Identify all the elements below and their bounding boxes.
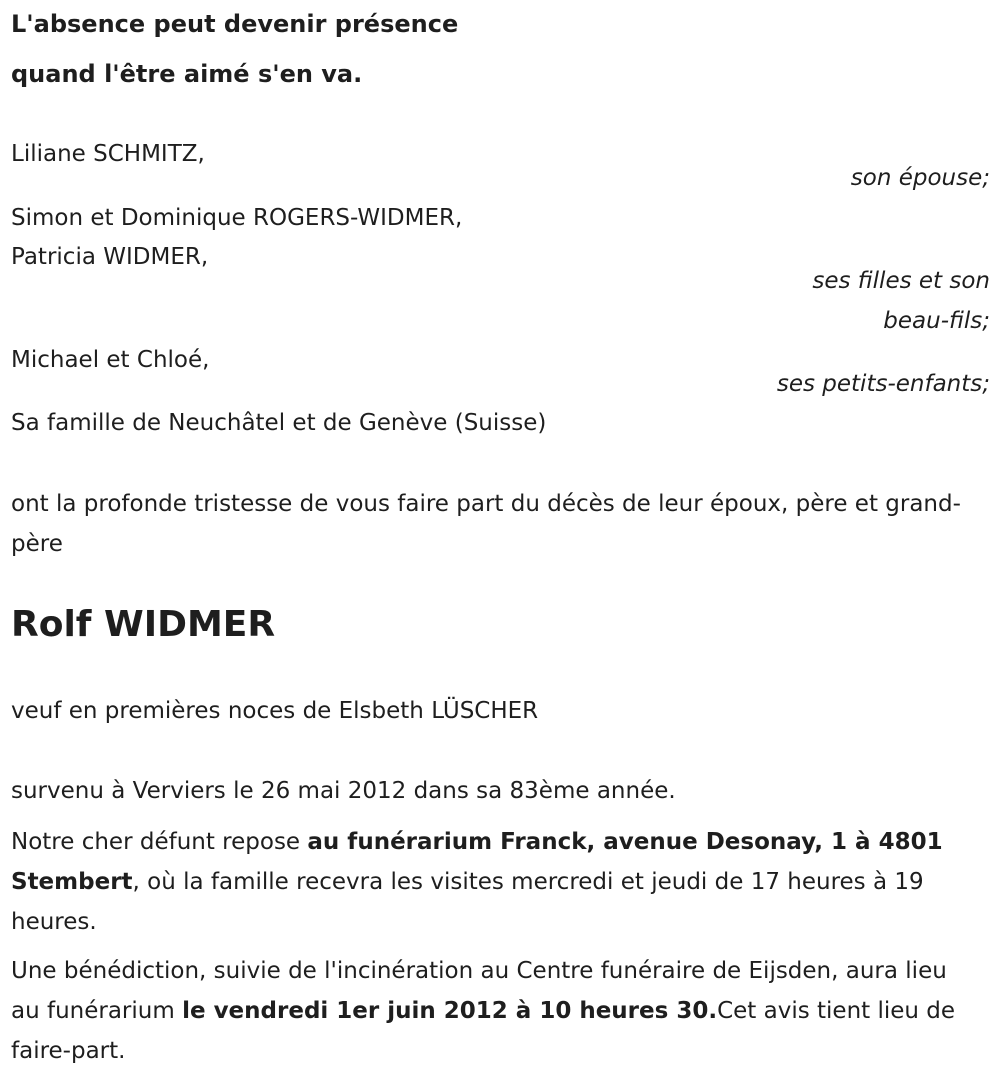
ceremony-date: le vendredi 1er juin 2012 à 10 heures 30. [182, 998, 718, 1024]
announcement: ont la profonde tristesse de vous faire part du décès de leur époux, père et grand-père [11, 491, 961, 557]
rest-prefix: Notre cher défunt repose [11, 829, 308, 855]
daughter-2: Patricia WIDMER, [11, 244, 209, 270]
rest-location: au funérarium Franck, avenue Desonay, 1 à 4801 Stembert [11, 829, 943, 895]
ceremony-suffix: Cet avis tient lieu de faire-part. [11, 998, 956, 1064]
daughters-role-line-1: ses filles et son [812, 268, 990, 294]
rest-suffix: , où la famille recevra les visites mercredi et jeudi de 17 heures à 19 heures. [11, 869, 924, 935]
deceased-name: Rolf WIDMER [11, 604, 276, 645]
daughters-role-line-2: beau-fils; [883, 308, 990, 334]
daughter-1: Simon et Dominique ROGERS-WIDMER, [11, 205, 463, 231]
death-info: survenu à Verviers le 26 mai 2012 dans sa 83ème année. [11, 778, 676, 804]
ceremony-paragraph [11, 951, 971, 1071]
spouse-role: son épouse; [850, 165, 990, 191]
verse-line-2: quand l'être aimé s'en va. [11, 60, 363, 88]
rest-paragraph [11, 822, 971, 942]
ceremony-prefix: Une bénédiction, suivie de l'incinération au Centre funéraire de Eijsden, aura lieu au funérarium [11, 958, 947, 1024]
extended-family: Sa famille de Neuchâtel et de Genève (Suisse) [11, 410, 547, 436]
grandchildren-role: ses petits-enfants; [776, 371, 990, 397]
grandchildren: Michael et Chloé, [11, 347, 210, 373]
verse-line-1: L'absence peut devenir présence [11, 10, 459, 38]
spouse-name: Liliane SCHMITZ, [11, 141, 205, 167]
widower-of: veuf en premières noces de Elsbeth LÜSCHER [11, 698, 539, 724]
